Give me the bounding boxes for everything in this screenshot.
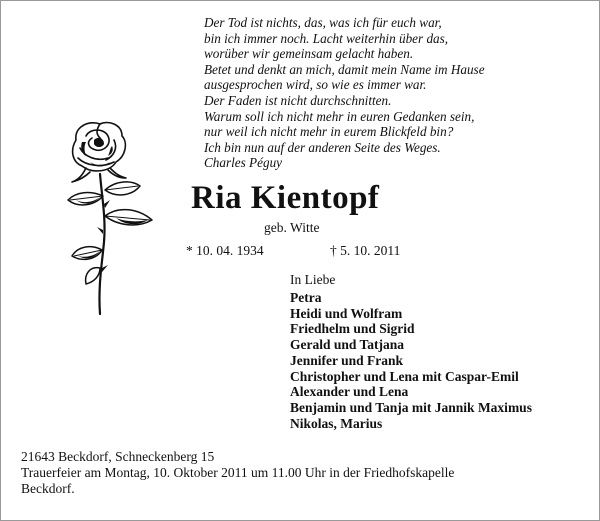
mourner-name: Benjamin und Tanja mit Jannik Maximus <box>290 399 532 415</box>
poem-line: Der Tod ist nichts, das, was ich für euch war, <box>204 15 442 30</box>
address: 21643 Beckdorf, Schneckenberg 15 <box>21 449 215 464</box>
in-liebe-label: In Liebe <box>290 272 336 287</box>
footer <box>21 449 591 497</box>
rose-icon <box>56 118 160 318</box>
birth-date: * 10. 04. 1934 <box>186 243 264 258</box>
poem-line: ausgesprochen wird, so wie es immer war. <box>204 77 427 93</box>
deceased-name: Ria Kientopf <box>191 180 380 216</box>
mourner-name: Gerald und Tatjana <box>290 337 405 353</box>
mourner-name: Jennifer und Frank <box>290 352 404 368</box>
poem-line: Ich bin nun auf der anderen Seite des Weges. <box>204 139 441 155</box>
mourner-name: Petra <box>290 290 322 305</box>
poem-line: worüber wir gemeinsam gelacht haben. <box>204 46 414 62</box>
poem-line: Warum soll ich nicht mehr in euren Gedanken sein, <box>204 108 475 124</box>
mourner-name: Christopher und Lena mit Caspar-Emil <box>290 368 519 384</box>
poem-author: Charles Péguy <box>204 155 283 171</box>
mourner-name: Heidi und Wolfram <box>290 305 403 321</box>
funeral-service: Trauerfeier am Montag, 10. Oktober 2011 um 11.00 Uhr in der Friedhofskapelle <box>21 465 455 480</box>
maiden-name: geb. Witte <box>264 220 320 235</box>
poem-line: nur weil ich nicht mehr in eurem Blickfeld bin? <box>204 124 454 140</box>
mourner-name: Friedhelm und Sigrid <box>290 321 415 337</box>
mourner-name: Nikolas, Marius <box>290 415 383 431</box>
mourners-list <box>290 290 532 431</box>
mourner-name: Alexander und Lena <box>290 384 409 400</box>
death-date: † 5. 10. 2011 <box>330 243 401 258</box>
poem-line: Betet und denkt an mich, damit mein Name im Hause <box>204 61 485 77</box>
poem <box>204 15 594 171</box>
funeral-location: Beckdorf. <box>21 481 75 496</box>
poem-line: Der Faden ist nicht durchschnitten. <box>204 92 392 108</box>
poem-line: bin ich immer noch. Lacht weiterhin über das, <box>204 30 449 46</box>
